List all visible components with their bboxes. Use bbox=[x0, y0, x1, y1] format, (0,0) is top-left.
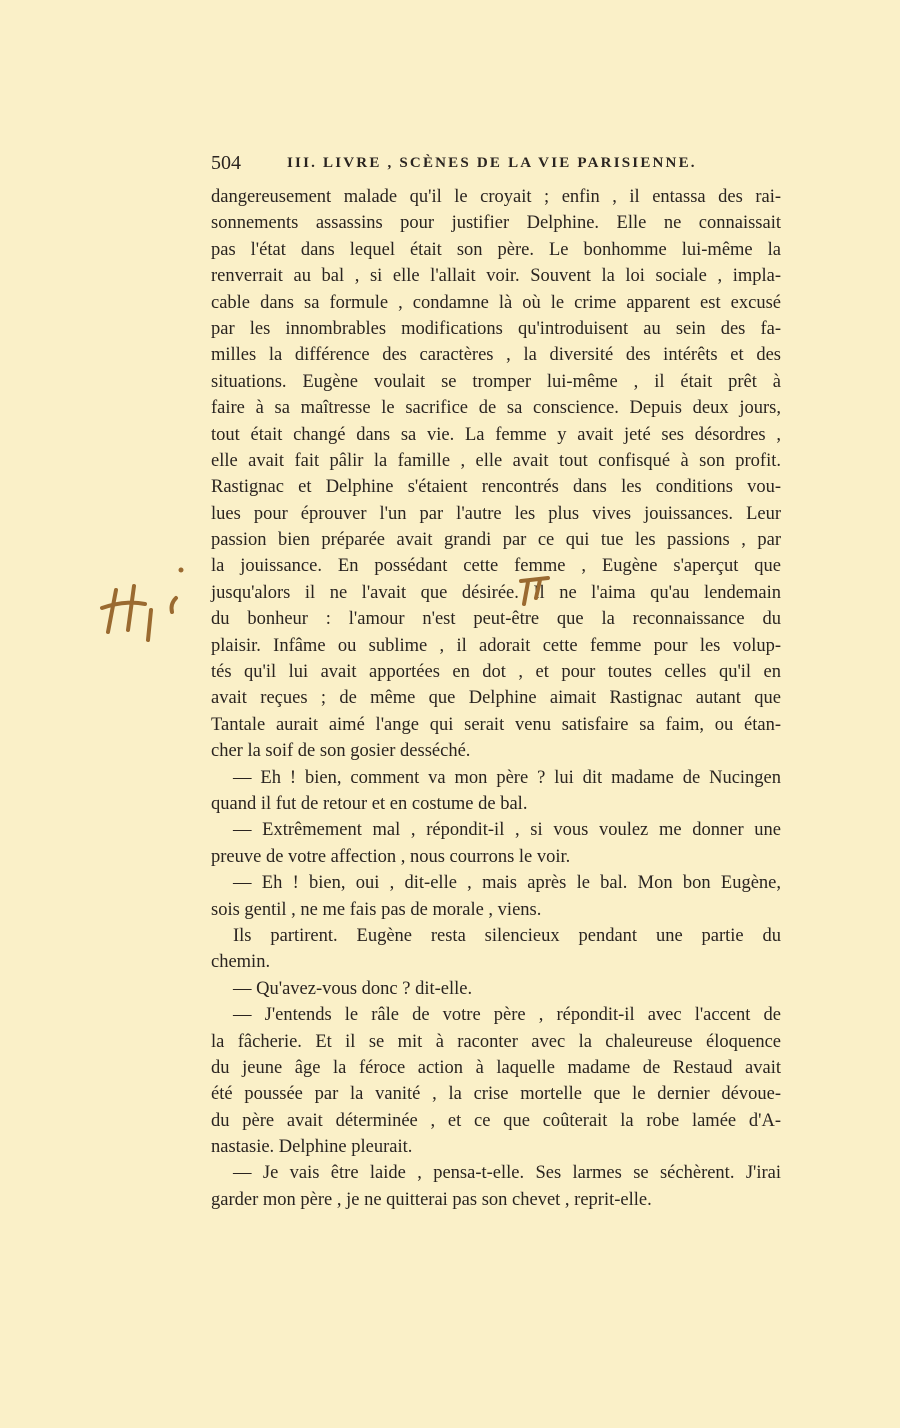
text-line: — J'entends le râle de votre père , répondit-il avec l'accent de bbox=[233, 1005, 781, 1026]
text-line: jusqu'alors il ne l'avait que désirée. Il ne l'aima qu'au lendemain bbox=[211, 582, 781, 603]
text-line: tout était changé dans sa vie. La femme y avait jeté ses désordres , bbox=[211, 424, 781, 445]
text-line: — Je vais être laide , pensa-t-elle. Ses larmes se séchèrent. J'irai bbox=[233, 1163, 781, 1184]
text-line: la jouissance. En possédant cette femme , Eugène s'aperçut que bbox=[211, 556, 781, 577]
text-line: situations. Eugène voulait se tromper lui-même , il était prêt à bbox=[211, 371, 781, 392]
text-line: pas l'état dans lequel était son père. Le bonhomme lui-même la bbox=[211, 239, 781, 260]
text-line: — Extrêmement mal , répondit-il , si vous voulez me donner une bbox=[233, 820, 781, 841]
insertion-mark bbox=[521, 578, 548, 604]
annotation-stroke bbox=[102, 603, 145, 608]
text-line: milles la différence des caractères , la diversité des intérêts et des bbox=[211, 345, 781, 366]
text-line: lues pour éprouver l'un par l'autre les plus vives jouissances. Leur bbox=[211, 503, 781, 524]
text-line: — Eh ! bien, oui , dit-elle , mais après le bal. Mon bon Eugène, bbox=[233, 873, 781, 894]
text-line: du jeune âge la féroce action à laquelle madame de Restaud avait bbox=[211, 1057, 781, 1078]
text-line: du père avait déterminée , et ce que coûterait la robe lamée d'A- bbox=[211, 1110, 781, 1131]
annotation-stroke bbox=[172, 598, 177, 612]
text-line: — Qu'avez-vous donc ? dit-elle. bbox=[233, 978, 473, 999]
text-line: la fâcherie. Et il se mit à raconter avec la chaleureuse éloquence bbox=[211, 1031, 781, 1052]
text-line: chemin. bbox=[211, 952, 271, 973]
text-line: cable dans sa formule , condamne là où le crime apparent est excusé bbox=[211, 292, 781, 313]
text-line: dangereusement malade qu'il le croyait ; enfin , il entassa des rai- bbox=[211, 187, 781, 207]
text-line: Tantale aurait aimé l'ange qui serait venu satisfaire sa faim, ou étan- bbox=[211, 714, 781, 735]
text-line: nastasie. Delphine pleurait. bbox=[211, 1137, 413, 1158]
text-line: faire à sa maîtresse le sacrifice de sa conscience. Depuis deux jours, bbox=[211, 398, 781, 419]
text-line: elle avait fait pâlir la famille , elle avait tout confisqué à son profit. bbox=[211, 450, 781, 471]
text-line: tés qu'il lui avait apportées en dot , et pour toutes celles qu'il en bbox=[211, 662, 781, 683]
text-line: sonnements assassins pour justifier Delphine. Elle ne connaissait bbox=[211, 213, 781, 234]
annotation-stroke bbox=[108, 590, 116, 632]
text-line: Ils partirent. Eugène resta silencieux pendant une partie du bbox=[233, 925, 781, 946]
text-line: été poussée par la vanité , la crise mortelle que le dernier dévoue- bbox=[211, 1084, 781, 1105]
running-title: III. LIVRE , SCÈNES DE LA VIE PARISIENNE. bbox=[287, 155, 697, 171]
annotation-stroke bbox=[148, 610, 151, 640]
text-line: Rastignac et Delphine s'étaient rencontrés dans les conditions vou- bbox=[211, 477, 781, 498]
text-line: cher la soif de son gosier desséché. bbox=[211, 741, 471, 762]
text-line: passion bien préparée avait grandi par ce qui tue les passions , par bbox=[211, 530, 781, 551]
text-line: du bonheur : l'amour n'est peut-être que la reconnaissance du bbox=[211, 609, 781, 630]
annotation-stroke bbox=[128, 586, 134, 630]
text-line: avait reçues ; de même que Delphine aimait Rastignac autant que bbox=[211, 688, 781, 709]
text-line: plaisir. Infâme ou sublime , il adorait cette femme pour les volup- bbox=[211, 635, 781, 656]
text-line: renverrait au bal , si elle l'allait voir. Souvent la loi sociale , impla- bbox=[211, 266, 781, 287]
text-line: quand il fut de retour et en costume de bal. bbox=[211, 793, 528, 814]
text-line: garder mon père , je ne quitterai pas son chevet , reprit-elle. bbox=[211, 1189, 652, 1210]
text-line: — Eh ! bien, comment va mon père ? lui dit madame de Nucingen bbox=[233, 767, 781, 788]
text-line: par les innombrables modifications qu'introduisent au sein des fa- bbox=[211, 318, 781, 339]
page-number: 504 bbox=[211, 152, 241, 174]
annotation-dot bbox=[179, 568, 184, 573]
text-line: sois gentil , ne me fais pas de morale , viens. bbox=[211, 899, 542, 920]
text-line: preuve de votre affection , nous courrons le voir. bbox=[211, 846, 571, 867]
